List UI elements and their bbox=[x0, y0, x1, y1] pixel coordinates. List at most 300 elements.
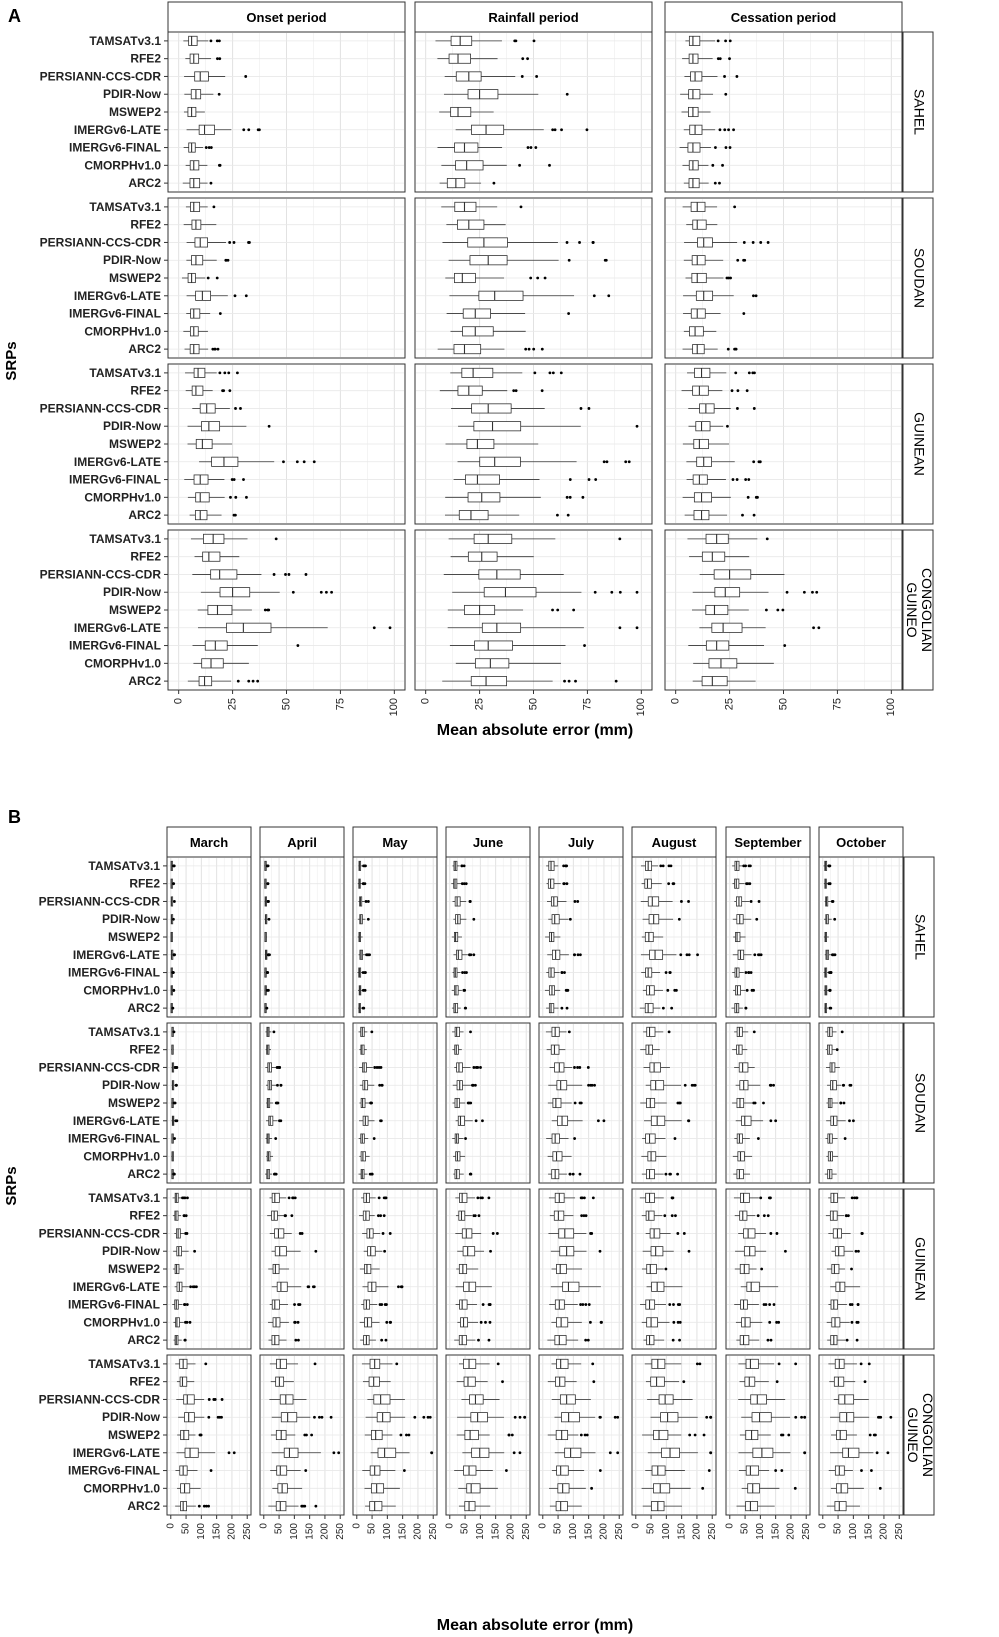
outlier-point bbox=[478, 1214, 481, 1217]
box-body bbox=[565, 1448, 581, 1457]
product-label-tamsatv3-1: TAMSATv3.1 bbox=[89, 199, 161, 214]
product-label-persiann-ccs-cdr: PERSIANN-CCS-CDR bbox=[38, 1392, 160, 1407]
outlier-point bbox=[216, 57, 219, 60]
product-label-tamsatv3-1: TAMSATv3.1 bbox=[88, 1190, 160, 1205]
box-body bbox=[280, 1395, 293, 1404]
outlier-point bbox=[670, 1007, 673, 1010]
outlier-point bbox=[284, 573, 287, 576]
outlier-point bbox=[579, 1303, 582, 1306]
outlier-point bbox=[380, 1119, 383, 1122]
outlier-point bbox=[297, 1303, 300, 1306]
product-label-imergv6-late: IMERGv6-LATE bbox=[72, 1113, 160, 1128]
outlier-point bbox=[569, 496, 572, 499]
outlier-point bbox=[580, 1434, 583, 1437]
y-axis-title: SRPs bbox=[3, 341, 20, 381]
box-body bbox=[692, 273, 706, 282]
product-label-arc2: ARC2 bbox=[128, 176, 161, 191]
outlier-point bbox=[636, 591, 639, 594]
outlier-point bbox=[726, 277, 729, 280]
outlier-point bbox=[365, 953, 368, 956]
box-body bbox=[468, 90, 498, 99]
outlier-point bbox=[728, 57, 731, 60]
outlier-point bbox=[568, 259, 571, 262]
outlier-point bbox=[378, 1084, 381, 1087]
outlier-point bbox=[812, 626, 815, 629]
outlier-point bbox=[496, 1232, 499, 1235]
outlier-point bbox=[591, 1362, 594, 1365]
box-mswep2-sahel-april bbox=[264, 932, 266, 941]
box-body bbox=[451, 36, 472, 45]
outlier-point bbox=[474, 1084, 477, 1087]
outlier-point bbox=[523, 1416, 526, 1419]
box-body bbox=[650, 950, 663, 959]
outlier-point bbox=[848, 1119, 851, 1122]
x-tick-label: 0 bbox=[817, 1523, 829, 1529]
outlier-point bbox=[844, 1137, 847, 1140]
outlier-point bbox=[383, 1250, 386, 1253]
outlier-point bbox=[368, 953, 371, 956]
x-tick-label: 50 bbox=[552, 1523, 564, 1535]
outlier-point bbox=[330, 1416, 333, 1419]
outlier-point bbox=[560, 128, 563, 131]
product-label-imergv6-final: IMERGv6-FINAL bbox=[67, 1463, 160, 1478]
box-body bbox=[196, 439, 212, 448]
product-label-tamsatv3-1: TAMSATv3.1 bbox=[88, 1024, 160, 1039]
outlier-point bbox=[385, 1303, 388, 1306]
outlier-point bbox=[588, 1303, 591, 1306]
box-body bbox=[746, 1359, 758, 1368]
outlier-point bbox=[536, 277, 539, 280]
box-body bbox=[652, 1359, 665, 1368]
outlier-point bbox=[214, 1398, 217, 1401]
outlier-point bbox=[758, 460, 761, 463]
outlier-point bbox=[513, 39, 516, 42]
outlier-point bbox=[587, 1066, 590, 1069]
outlier-point bbox=[703, 1434, 706, 1437]
outlier-point bbox=[851, 1321, 854, 1324]
facet-soudan-rainfall-period bbox=[415, 198, 652, 358]
box-body bbox=[456, 950, 461, 959]
product-label-rfe2: RFE2 bbox=[129, 1374, 160, 1389]
outlier-point bbox=[218, 164, 221, 167]
product-label-mswep2: MSWEP2 bbox=[108, 271, 161, 285]
x-tick-label: 50 bbox=[366, 1523, 378, 1535]
outlier-point bbox=[776, 609, 779, 612]
outlier-point bbox=[579, 1173, 582, 1176]
outlier-point bbox=[385, 1339, 388, 1342]
box-body bbox=[458, 386, 482, 395]
outlier-point bbox=[794, 1487, 797, 1490]
outlier-point bbox=[616, 1451, 619, 1454]
outlier-point bbox=[781, 609, 784, 612]
facet-sahel-september bbox=[726, 857, 810, 1017]
outlier-point bbox=[723, 128, 726, 131]
outlier-point bbox=[767, 1214, 770, 1217]
box-body bbox=[743, 1229, 755, 1238]
outlier-point bbox=[889, 1416, 892, 1419]
box-body bbox=[688, 143, 700, 152]
x-tick-label: 50 bbox=[459, 1523, 471, 1535]
outlier-point bbox=[733, 205, 736, 208]
x-tick-label: 200 bbox=[691, 1523, 703, 1540]
product-label-persiann-ccs-cdr: PERSIANN-CCS-CDR bbox=[38, 1060, 160, 1075]
outlier-point bbox=[589, 1321, 592, 1324]
outlier-point bbox=[726, 425, 729, 428]
y-axis-title: SRPs bbox=[3, 1166, 20, 1206]
outlier-point bbox=[860, 1362, 863, 1365]
x-tick-label: 0 bbox=[444, 1523, 456, 1529]
outlier-point bbox=[378, 1196, 381, 1199]
outlier-point bbox=[770, 1084, 773, 1087]
box-body bbox=[753, 1448, 773, 1457]
outlier-point bbox=[378, 1066, 381, 1069]
outlier-point bbox=[574, 1102, 577, 1105]
outlier-point bbox=[636, 425, 639, 428]
outlier-point bbox=[290, 1214, 293, 1217]
outlier-point bbox=[472, 918, 475, 921]
outlier-point bbox=[560, 371, 563, 374]
product-label-mswep2: MSWEP2 bbox=[107, 930, 160, 944]
outlier-point bbox=[572, 609, 575, 612]
outlier-point bbox=[574, 680, 577, 683]
outlier-point bbox=[400, 1285, 403, 1288]
outlier-point bbox=[275, 537, 278, 540]
box-body bbox=[563, 1282, 579, 1291]
outlier-point bbox=[408, 1434, 411, 1437]
outlier-point bbox=[577, 953, 580, 956]
box-body bbox=[751, 1395, 767, 1404]
outlier-point bbox=[233, 1451, 236, 1454]
outlier-point bbox=[280, 1084, 283, 1087]
box-body bbox=[692, 256, 705, 265]
facet-guineo-congolian-july bbox=[539, 1355, 623, 1515]
outlier-point bbox=[832, 900, 835, 903]
outlier-point bbox=[593, 1084, 596, 1087]
product-label-imergv6-final: IMERGv6-FINAL bbox=[68, 306, 161, 321]
outlier-point bbox=[310, 1434, 313, 1437]
outlier-point bbox=[817, 626, 820, 629]
outlier-point bbox=[729, 146, 732, 149]
box-body bbox=[184, 1395, 195, 1404]
outlier-point bbox=[314, 1250, 317, 1253]
box-body bbox=[281, 1413, 296, 1422]
outlier-point bbox=[678, 1339, 681, 1342]
facet-soudan-july bbox=[539, 1023, 623, 1183]
outlier-point bbox=[172, 971, 175, 974]
outlier-point bbox=[513, 1451, 516, 1454]
product-label-arc2: ARC2 bbox=[127, 1499, 160, 1514]
box-body bbox=[659, 1395, 673, 1404]
outlier-point bbox=[566, 882, 569, 885]
outlier-point bbox=[753, 514, 756, 517]
box-body bbox=[837, 1484, 848, 1493]
x-tick-label: 0 bbox=[165, 1523, 177, 1529]
panel-letter: B bbox=[8, 807, 21, 827]
outlier-point bbox=[768, 1321, 771, 1324]
box-body bbox=[475, 641, 513, 650]
outlier-point bbox=[229, 496, 232, 499]
outlier-point bbox=[186, 1303, 189, 1306]
box-body bbox=[691, 202, 705, 211]
x-tick-label: 200 bbox=[319, 1523, 331, 1540]
box-body bbox=[752, 1413, 771, 1422]
box-body bbox=[211, 570, 237, 579]
outlier-point bbox=[469, 1173, 472, 1176]
outlier-point bbox=[383, 1214, 386, 1217]
box-body bbox=[277, 1359, 287, 1368]
outlier-point bbox=[273, 1030, 276, 1033]
x-tick-label: 100 bbox=[885, 698, 898, 717]
outlier-point bbox=[671, 1214, 674, 1217]
box-body bbox=[457, 220, 484, 229]
outlier-point bbox=[674, 1137, 677, 1140]
x-tick-label: 100 bbox=[847, 1523, 859, 1540]
box-body bbox=[559, 1229, 574, 1238]
box-body bbox=[455, 1027, 459, 1036]
outlier-point bbox=[567, 514, 570, 517]
box-body bbox=[691, 309, 705, 318]
outlier-point bbox=[675, 989, 678, 992]
facet-sahel-july bbox=[539, 857, 623, 1017]
outlier-point bbox=[526, 57, 529, 60]
outlier-point bbox=[581, 496, 584, 499]
x-tick-label: 200 bbox=[785, 1523, 797, 1540]
outlier-point bbox=[753, 1030, 756, 1033]
box-body bbox=[467, 1484, 480, 1493]
outlier-point bbox=[860, 1469, 863, 1472]
outlier-point bbox=[362, 1007, 365, 1010]
box-body bbox=[691, 72, 702, 81]
x-tick-label: 150 bbox=[304, 1523, 316, 1540]
outlier-point bbox=[603, 1119, 606, 1122]
box-body bbox=[484, 588, 536, 597]
outlier-point bbox=[746, 389, 749, 392]
box-body bbox=[365, 1318, 372, 1327]
box-body bbox=[371, 1484, 383, 1493]
box-body bbox=[482, 623, 520, 632]
product-label-pdir-now: PDIR-Now bbox=[103, 87, 161, 102]
facet-guineo-congolian-march bbox=[167, 1355, 251, 1515]
outlier-point bbox=[590, 1232, 593, 1235]
box-body bbox=[556, 1318, 567, 1327]
facet-sahel-august bbox=[632, 857, 716, 1017]
box-body bbox=[712, 623, 742, 632]
box-body bbox=[365, 1264, 371, 1273]
outlier-point bbox=[183, 1339, 186, 1342]
product-label-imergv6-final: IMERGv6-FINAL bbox=[68, 472, 161, 487]
facet-label-june: June bbox=[472, 835, 504, 850]
box-body bbox=[650, 1229, 660, 1238]
outlier-point bbox=[217, 1416, 220, 1419]
outlier-point bbox=[687, 900, 690, 903]
outlier-point bbox=[669, 971, 672, 974]
outlier-point bbox=[256, 680, 259, 683]
x-tick-label: 200 bbox=[226, 1523, 238, 1540]
x-tick-label: 0 bbox=[172, 698, 185, 705]
box-body bbox=[190, 161, 199, 170]
panel-letter: A bbox=[8, 6, 21, 26]
outlier-point bbox=[265, 1007, 268, 1010]
outlier-point bbox=[616, 1416, 619, 1419]
product-label-cmorphv1-0: CMORPHv1.0 bbox=[84, 656, 161, 671]
facet-guinean-june bbox=[446, 1189, 530, 1349]
facet-soudan-august bbox=[632, 1023, 716, 1183]
outlier-point bbox=[855, 1250, 858, 1253]
outlier-point bbox=[479, 1066, 482, 1069]
box-body bbox=[746, 1501, 758, 1510]
region-label-soudan: SOUDAN bbox=[912, 1073, 929, 1133]
outlier-point bbox=[207, 277, 210, 280]
outlier-point bbox=[711, 164, 714, 167]
facet-label-september: September bbox=[734, 835, 802, 850]
outlier-point bbox=[678, 918, 681, 921]
outlier-point bbox=[566, 241, 569, 244]
outlier-point bbox=[479, 1196, 482, 1199]
outlier-point bbox=[541, 389, 544, 392]
box-body bbox=[709, 659, 737, 668]
outlier-point bbox=[624, 460, 627, 463]
outlier-point bbox=[463, 882, 466, 885]
box-body bbox=[738, 1152, 745, 1161]
facet-guineo-congolian-rainfall-period bbox=[415, 530, 652, 690]
outlier-point bbox=[175, 1066, 178, 1069]
outlier-point bbox=[783, 644, 786, 647]
outlier-point bbox=[679, 1321, 682, 1324]
outlier-point bbox=[743, 259, 746, 262]
outlier-point bbox=[294, 1321, 297, 1324]
outlier-point bbox=[487, 1196, 490, 1199]
outlier-point bbox=[768, 1196, 771, 1199]
outlier-point bbox=[320, 591, 323, 594]
outlier-point bbox=[554, 128, 557, 131]
box-body bbox=[459, 510, 488, 519]
outlier-point bbox=[729, 39, 732, 42]
facet-label-cessation-period: Cessation period bbox=[730, 10, 837, 25]
outlier-point bbox=[330, 591, 333, 594]
outlier-point bbox=[530, 146, 533, 149]
box-body bbox=[646, 1211, 654, 1220]
outlier-point bbox=[171, 1007, 174, 1010]
outlier-point bbox=[609, 1451, 612, 1454]
box-body bbox=[832, 1264, 839, 1273]
outlier-point bbox=[850, 1268, 853, 1271]
outlier-point bbox=[800, 1416, 803, 1419]
box-body bbox=[689, 327, 703, 336]
outlier-point bbox=[463, 989, 466, 992]
box-body bbox=[212, 457, 238, 466]
box-body bbox=[272, 1335, 279, 1344]
region-label-sahel: SAHEL bbox=[912, 914, 929, 960]
outlier-point bbox=[568, 680, 571, 683]
outlier-point bbox=[615, 680, 618, 683]
product-label-tamsatv3-1: TAMSATv3.1 bbox=[88, 858, 160, 873]
box-body bbox=[195, 238, 208, 247]
outlier-point bbox=[727, 348, 730, 351]
box-body bbox=[454, 273, 475, 282]
outlier-point bbox=[233, 241, 236, 244]
outlier-point bbox=[247, 680, 250, 683]
facet-soudan-march bbox=[167, 1023, 251, 1183]
outlier-point bbox=[765, 609, 768, 612]
box-body bbox=[555, 1335, 566, 1344]
outlier-point bbox=[717, 39, 720, 42]
outlier-point bbox=[228, 389, 231, 392]
outlier-point bbox=[773, 1303, 776, 1306]
box-body bbox=[463, 309, 490, 318]
outlier-point bbox=[769, 1232, 772, 1235]
outlier-point bbox=[588, 407, 591, 410]
outlier-point bbox=[827, 864, 830, 867]
product-label-pdir-now: PDIR-Now bbox=[103, 419, 161, 434]
outlier-point bbox=[750, 900, 753, 903]
outlier-point bbox=[762, 1102, 765, 1105]
outlier-point bbox=[305, 1434, 308, 1437]
outlier-point bbox=[735, 348, 738, 351]
box-body bbox=[479, 291, 523, 300]
outlier-point bbox=[680, 900, 683, 903]
outlier-point bbox=[731, 389, 734, 392]
x-tick-label: 250 bbox=[613, 1523, 625, 1540]
x-tick-label: 250 bbox=[334, 1523, 346, 1540]
box-body bbox=[700, 404, 715, 413]
box-body bbox=[459, 1335, 466, 1344]
box-body bbox=[202, 659, 224, 668]
outlier-point bbox=[224, 259, 227, 262]
outlier-point bbox=[464, 1137, 467, 1140]
outlier-point bbox=[214, 348, 217, 351]
product-label-imergv6-late: IMERGv6-LATE bbox=[73, 454, 161, 469]
facet-soudan-june bbox=[446, 1023, 530, 1183]
outlier-point bbox=[636, 626, 639, 629]
outlier-point bbox=[364, 989, 367, 992]
outlier-point bbox=[576, 900, 579, 903]
outlier-point bbox=[198, 1505, 201, 1508]
box-body bbox=[474, 534, 512, 543]
box-body bbox=[647, 1264, 657, 1273]
outlier-point bbox=[874, 1434, 877, 1437]
outlier-point bbox=[827, 882, 830, 885]
outlier-point bbox=[173, 1102, 176, 1105]
box-body bbox=[475, 659, 508, 668]
outlier-point bbox=[397, 1285, 400, 1288]
facet-guinean-may bbox=[353, 1189, 437, 1349]
box-body bbox=[470, 1395, 484, 1404]
outlier-point bbox=[886, 1451, 889, 1454]
outlier-point bbox=[518, 164, 521, 167]
box-body bbox=[468, 552, 497, 561]
outlier-point bbox=[742, 312, 745, 315]
product-label-rfe2: RFE2 bbox=[130, 549, 161, 564]
outlier-point bbox=[757, 1137, 760, 1140]
outlier-point bbox=[274, 1137, 277, 1140]
outlier-point bbox=[529, 277, 532, 280]
outlier-point bbox=[551, 128, 554, 131]
outlier-point bbox=[774, 1119, 777, 1122]
product-label-arc2: ARC2 bbox=[127, 1001, 160, 1016]
outlier-point bbox=[534, 146, 537, 149]
x-tick-label: 250 bbox=[706, 1523, 718, 1540]
outlier-point bbox=[849, 1084, 852, 1087]
outlier-point bbox=[314, 1505, 317, 1508]
product-label-imergv6-final: IMERGv6-FINAL bbox=[67, 1131, 160, 1146]
outlier-point bbox=[193, 1250, 196, 1253]
outlier-point bbox=[204, 1362, 207, 1365]
outlier-point bbox=[371, 1173, 374, 1176]
box-body bbox=[272, 1193, 279, 1202]
outlier-point bbox=[860, 1232, 863, 1235]
outlier-point bbox=[610, 591, 613, 594]
facet-sahel-april bbox=[260, 857, 344, 1017]
